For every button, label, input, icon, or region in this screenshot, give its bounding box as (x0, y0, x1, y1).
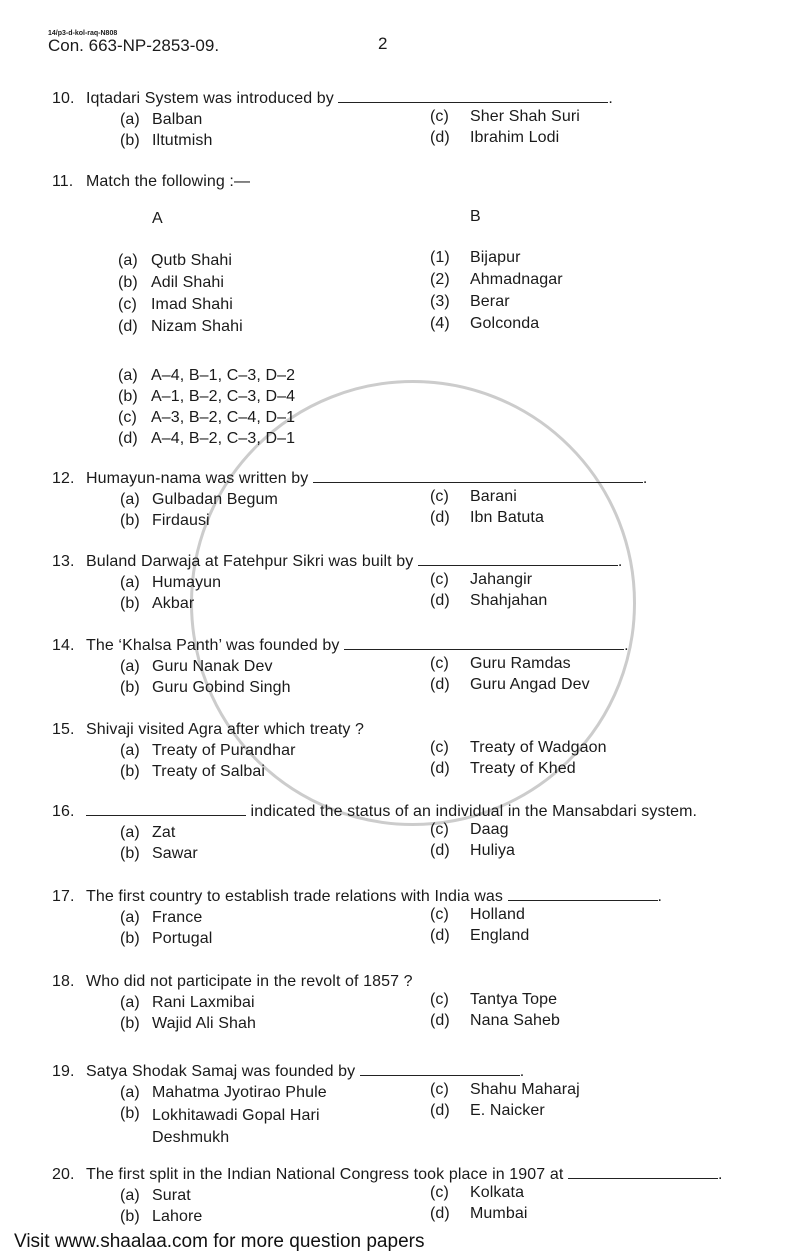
option-letter: (c) (430, 1184, 449, 1201)
option-letter: (b) (120, 1208, 140, 1225)
option-text: Barani (470, 488, 517, 505)
option-text: Tantya Tope (470, 991, 558, 1008)
answer-blank[interactable] (86, 814, 246, 816)
option-text: France (152, 909, 203, 926)
question-label: Shivaji visited Agra after which treaty ? (86, 721, 365, 738)
answer-blank[interactable] (508, 899, 658, 901)
option-letter: (b) (120, 512, 140, 529)
option-text: Humayun (152, 574, 222, 591)
footer-link[interactable]: Visit www.shaalaa.com for more question papers (14, 1231, 425, 1252)
option-letter: (c) (430, 488, 449, 505)
option-text: Shahu Maharaj (470, 1081, 580, 1098)
option-text: Gulbadan Begum (152, 491, 278, 508)
question-number: 18. (52, 973, 75, 990)
option-text: Daag (470, 821, 509, 838)
option-letter: (c) (430, 655, 449, 672)
option-letter: (a) (120, 111, 140, 128)
answer-blank[interactable] (344, 648, 624, 650)
answer-blank[interactable] (313, 481, 643, 483)
option-text: Ibn Batuta (470, 509, 544, 526)
option-letter: (d) (430, 1102, 450, 1119)
match-right-item: Ahmadnagar (470, 271, 563, 288)
option-text: Ibrahim Lodi (470, 129, 560, 146)
question-text (86, 173, 250, 191)
option-text: Guru Angad Dev (470, 676, 590, 693)
option-text: Guru Gobind Singh (152, 679, 291, 696)
question-label: The ‘Khalsa Panth’ was founded by (86, 637, 340, 654)
question-number: 11. (52, 173, 74, 190)
option-letter: (a) (120, 658, 140, 675)
answer-blank[interactable] (338, 101, 608, 103)
option-letter: (c) (430, 1081, 449, 1098)
answer-option-letter: (a) (118, 367, 138, 384)
option-letter: (d) (430, 592, 450, 609)
question-label: indicated the status of an individual in the Mansabdari system. (250, 803, 698, 820)
answer-blank[interactable] (568, 1177, 718, 1179)
question-number: 19. (52, 1063, 75, 1080)
option-letter: (d) (430, 509, 450, 526)
option-letter: (b) (120, 845, 140, 862)
option-letter: (b) (120, 1015, 140, 1032)
paper-code: Con. 663-NP-2853-09. (48, 36, 220, 55)
column-a-heading: A (152, 210, 163, 227)
option-text: Mahatma Jyotirao Phule (152, 1084, 327, 1101)
option-letter: (d) (430, 927, 450, 944)
question-number: 13. (52, 553, 75, 570)
question-label: Buland Darwaja at Fatehpur Sikri was built by (86, 553, 414, 570)
question-label: The first split in the Indian National Congress took place in 1907 at (86, 1166, 564, 1183)
option-text: Treaty of Purandhar (152, 742, 296, 759)
option-letter: (b) (120, 763, 140, 780)
option-letter: (c) (430, 571, 449, 588)
question-label: Who did not participate in the revolt of 1857 ? (86, 973, 413, 990)
match-left-letter: (d) (118, 318, 138, 335)
option-text: Shahjahan (470, 592, 548, 609)
answer-option-text: A–4, B–1, C–3, D–2 (151, 367, 296, 384)
match-right-item: Bijapur (470, 249, 521, 266)
question-number: 15. (52, 721, 75, 738)
option-text: E. Naicker (470, 1102, 545, 1119)
option-letter: (a) (120, 909, 140, 926)
option-letter: (d) (430, 842, 450, 859)
question-text: Satya Shodak Samaj was founded by . (86, 1063, 525, 1080)
option-text: Treaty of Wadgaon (470, 739, 607, 756)
option-text: Mumbai (470, 1205, 528, 1222)
match-right-number: (3) (430, 293, 450, 310)
match-left-item: Imad Shahi (151, 296, 233, 313)
option-text: Rani Laxmibai (152, 994, 255, 1011)
question-text: The first split in the Indian National Congress took place in 1907 at . (86, 1166, 723, 1183)
option-text: Lokhitawadi Gopal Hari Deshmukh (152, 1107, 320, 1146)
option-letter: (a) (120, 994, 140, 1011)
option-text: Lahore (152, 1208, 203, 1225)
option-text: Jahangir (470, 571, 533, 588)
answer-option-text: A–4, B–2, C–3, D–1 (151, 430, 296, 447)
option-letter: (a) (120, 574, 140, 591)
page-number: 2 (378, 34, 388, 53)
option-text: Akbar (152, 595, 195, 612)
answer-option-letter: (c) (118, 409, 137, 426)
option-letter: (d) (430, 1012, 450, 1029)
column-b-heading: B (470, 208, 481, 225)
option-letter: (d) (430, 129, 450, 146)
option-text: Sher Shah Suri (470, 108, 580, 125)
question-number: 16. (52, 803, 75, 820)
option-letter: (c) (430, 991, 449, 1008)
match-left-item: Adil Shahi (151, 274, 225, 291)
option-letter: (a) (120, 1187, 140, 1204)
question-label: Humayun-nama was written by (86, 470, 309, 487)
option-letter: (d) (430, 1205, 450, 1222)
small-code: 14/p3-d-kol-raq-N808 (48, 30, 118, 37)
question-number: 10. (52, 90, 75, 107)
option-text: Treaty of Salbai (152, 763, 266, 780)
option-text: England (470, 927, 530, 944)
question-text: Iqtadari System was introduced by . (86, 90, 613, 107)
option-text: Nana Saheb (470, 1012, 560, 1029)
question-number: 14. (52, 637, 75, 654)
option-text: Iltutmish (152, 132, 213, 149)
question-text: Humayun-nama was written by . (86, 470, 648, 487)
option-letter: (a) (120, 1084, 140, 1101)
answer-option-text: A–3, B–2, C–4, D–1 (151, 409, 296, 426)
option-text: Sawar (152, 845, 198, 862)
option-letter: (d) (430, 760, 450, 777)
question-text (86, 973, 413, 991)
option-letter: (a) (120, 491, 140, 508)
option-text: Guru Ramdas (470, 655, 571, 672)
question-text (86, 803, 697, 821)
answer-blank[interactable] (360, 1074, 520, 1076)
option-letter: (d) (430, 676, 450, 693)
question-label: Satya Shodak Samaj was founded by (86, 1063, 356, 1080)
answer-blank[interactable] (418, 564, 618, 566)
option-letter: (a) (120, 824, 140, 841)
question-number: 17. (52, 888, 75, 905)
option-text: Firdausi (152, 512, 210, 529)
option-letter: (c) (430, 906, 449, 923)
option-text: Treaty of Khed (470, 760, 576, 777)
match-left-letter: (b) (118, 274, 138, 291)
answer-option-letter: (d) (118, 430, 138, 447)
answer-option-letter: (b) (118, 388, 138, 405)
match-left-item: Qutb Shahi (151, 252, 233, 269)
option-text: Zat (152, 824, 176, 841)
question-text (86, 721, 364, 739)
question-text: The ‘Khalsa Panth’ was founded by . (86, 637, 629, 654)
question-text: The first country to establish trade relations with India was . (86, 888, 663, 905)
option-letter: (a) (120, 742, 140, 759)
option-text: Kolkata (470, 1184, 525, 1201)
match-right-number: (2) (430, 271, 450, 288)
option-letter: (c) (430, 739, 449, 756)
match-right-number: (1) (430, 249, 450, 266)
option-letter: (b) (120, 1105, 140, 1122)
option-text: Huliya (470, 842, 516, 859)
option-text: Holland (470, 906, 525, 923)
question-label: Iqtadari System was introduced by (86, 90, 334, 107)
option-letter: (c) (430, 108, 449, 125)
question-number: 20. (52, 1166, 75, 1183)
option-text: Portugal (152, 930, 213, 947)
option-text: Balban (152, 111, 203, 128)
match-right-number: (4) (430, 315, 450, 332)
question-text: Buland Darwaja at Fatehpur Sikri was built by . (86, 553, 623, 570)
option-letter: (b) (120, 930, 140, 947)
question-label: The first country to establish trade relations with India was (86, 888, 503, 905)
match-right-item: Berar (470, 293, 510, 310)
match-right-item: Golconda (470, 315, 540, 332)
option-text: Guru Nanak Dev (152, 658, 273, 675)
match-left-letter: (a) (118, 252, 138, 269)
match-left-letter: (c) (118, 296, 137, 313)
option-letter: (b) (120, 679, 140, 696)
option-text: Surat (152, 1187, 191, 1204)
option-letter: (b) (120, 595, 140, 612)
answer-option-text: A–1, B–2, C–3, D–4 (151, 388, 296, 405)
option-letter: (c) (430, 821, 449, 838)
question-number: 12. (52, 470, 75, 487)
match-left-item: Nizam Shahi (151, 318, 243, 335)
option-letter: (b) (120, 132, 140, 149)
option-text: Wajid Ali Shah (152, 1015, 256, 1032)
question-label: Match the following :— (86, 173, 251, 190)
